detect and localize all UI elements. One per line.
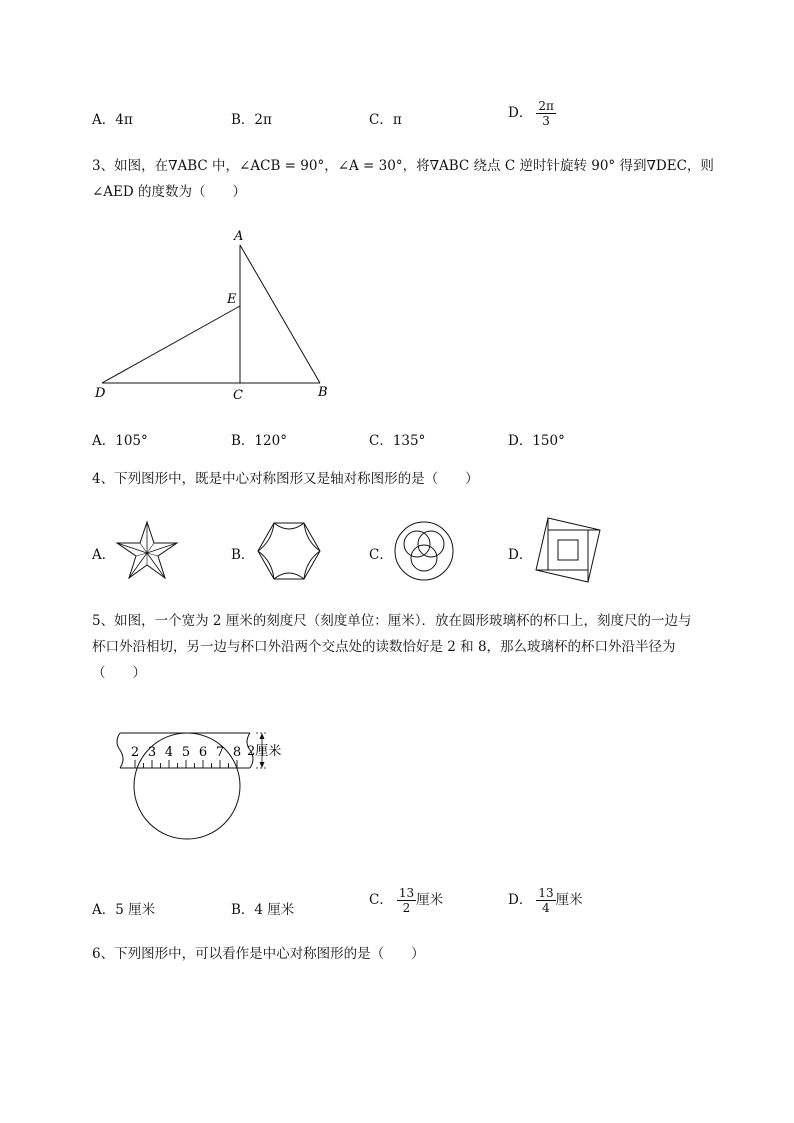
fraction-numerator: 13 — [398, 886, 415, 900]
fraction-denominator: 3 — [542, 114, 550, 128]
fraction-denominator: 4 — [542, 901, 550, 915]
point-label-e: E — [227, 292, 237, 307]
option-b: B．4 厘米 — [231, 902, 295, 918]
fraction-numerator: 2π — [538, 99, 554, 113]
point-label-a: A — [234, 229, 244, 244]
option-c: C．135° — [369, 433, 426, 449]
ruler-number: 3 — [147, 745, 157, 760]
ruler-number: 5 — [181, 745, 191, 760]
option-c — [369, 887, 443, 914]
question-4: 4、下列图形中，既是中心对称图形又是轴对称图形的是（ ） — [92, 471, 479, 487]
option-d: D． — [508, 547, 533, 563]
ruler-ticks — [135, 760, 237, 768]
option-a: A．105° — [92, 433, 148, 449]
ruler-number: 2 — [130, 745, 140, 760]
option-b: B．2π — [231, 112, 272, 128]
ruler-number: 6 — [198, 745, 208, 760]
question-5-line-3: （ ） — [92, 665, 146, 681]
ruler-width-label: 2厘米 — [247, 744, 282, 759]
option-d-label: D． — [508, 105, 533, 121]
ruler-left-break — [117, 733, 123, 768]
ruler-number: 7 — [215, 745, 225, 760]
option-c: C．π — [369, 112, 402, 128]
fraction — [536, 887, 555, 914]
question-3-line-2: ∠AED 的度数为（ ） — [92, 184, 247, 200]
option-a: A． — [92, 547, 116, 563]
fraction — [397, 887, 416, 914]
point-label-c: C — [233, 388, 243, 403]
option-d: D．150° — [508, 433, 565, 449]
point-label-b: B — [318, 385, 328, 400]
ruler-number: 8 — [232, 745, 242, 760]
option-c-unit: 厘米 — [416, 892, 444, 908]
option-b: B． — [231, 547, 255, 563]
question-6: 6、下列图形中，可以看作是中心对称图形的是（ ） — [92, 946, 425, 962]
option-a: A．5 厘米 — [92, 902, 156, 918]
option-c-label: C． — [369, 892, 393, 908]
arrow-up-icon — [260, 733, 265, 739]
point-label-d: D — [95, 386, 106, 401]
ruler-number: 4 — [164, 745, 174, 760]
option-d-unit: 厘米 — [555, 892, 583, 908]
question-3-line-1: 3、如图，在∇ABC 中，∠ACB = 90°，∠A = 30°，将∇ABC 绕点 C 逆时针旋转 90° 得到∇DEC，则 — [92, 158, 714, 174]
option-a: A．4π — [92, 112, 133, 128]
option-d — [508, 887, 583, 914]
fraction-numerator: 13 — [538, 886, 554, 900]
question-5-line-2: 杯口外沿相切，另一边与杯口外沿两个交点处的读数恰好是 2 和 8，那么玻璃杯的杯口外沿半径为 — [92, 639, 676, 655]
question-5-line-1: 5、如图，一个宽为 2 厘米的刻度尺（刻度单位：厘米）．放在圆形玻璃杯的杯口上，刻度尺的一边与 — [92, 613, 692, 629]
ruler-numbers — [131, 745, 241, 760]
fraction-denominator: 2 — [402, 901, 411, 915]
arrow-down-icon — [260, 762, 265, 768]
option-b: B．120° — [231, 433, 287, 449]
option-d-label: D． — [508, 892, 533, 908]
option-c: C． — [369, 547, 393, 563]
